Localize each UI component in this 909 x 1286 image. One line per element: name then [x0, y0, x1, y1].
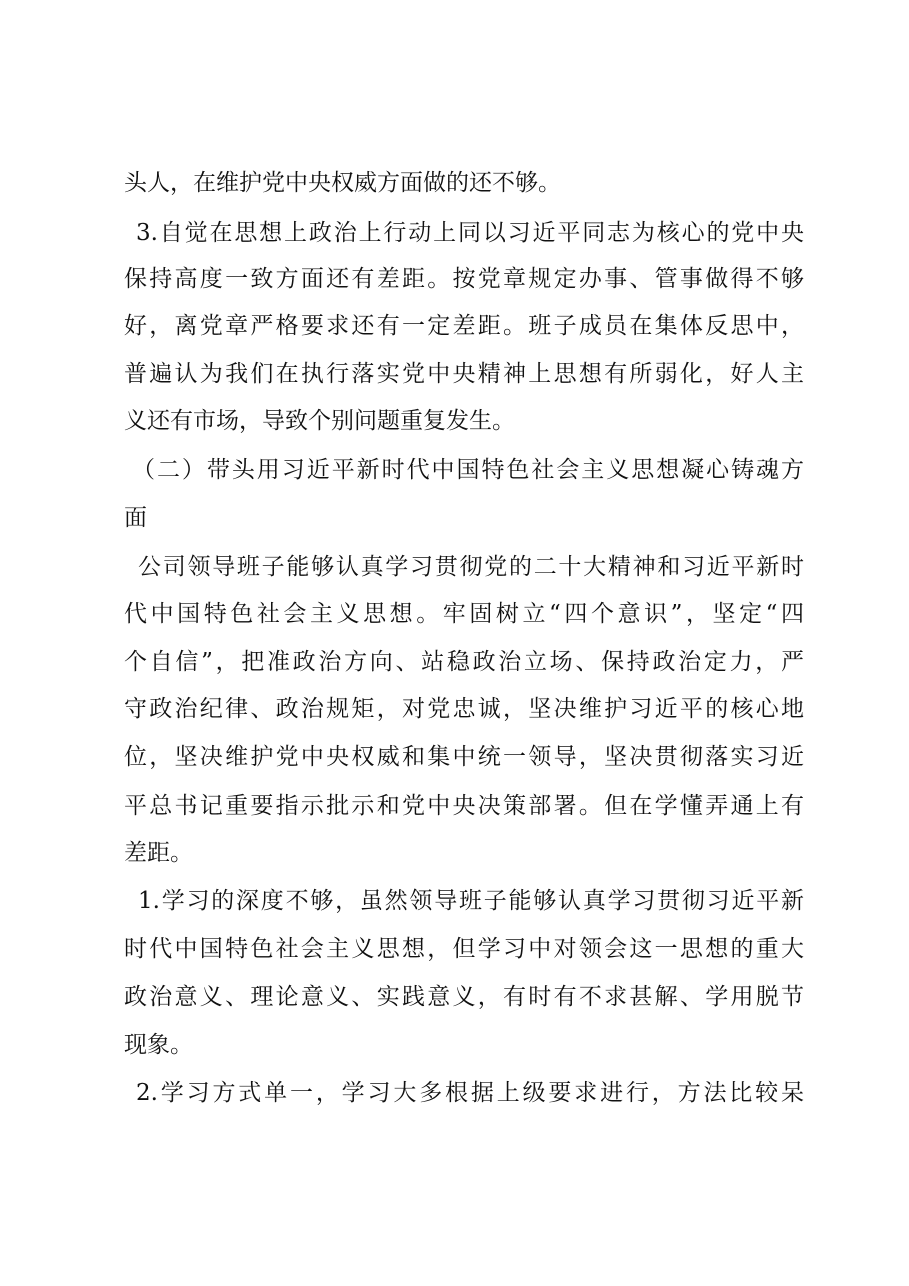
text-line: 时代中国特色社会主义思想，但学习中对领会这一思想的重大 [124, 936, 804, 962]
text-line: 现象。 [124, 1032, 193, 1058]
section-heading: （二）带头用习近平新时代中国特色社会主义思想凝心铸魂方 [132, 457, 804, 483]
text-line: 义还有市场，导致个别问题重复发生。 [124, 408, 515, 434]
text-line: 守政治纪律、政治规矩，对党忠诚，坚决维护习近平的核心地 [124, 696, 804, 722]
text-line: 1.学习的深度不够，虽然领导班子能够认真学习贯彻习近平新 [138, 888, 804, 914]
text-line: 3.自觉在思想上政治上行动上同以习近平同志为核心的党中央 [136, 220, 804, 246]
text-line: 代中国特色社会主义思想。牢固树立“四个意识”，坚定“四 [124, 601, 804, 627]
text-line: 2.学习方式单一，学习大多根据上级要求进行，方法比较呆 [136, 1080, 804, 1106]
section-heading: 面 [124, 505, 147, 531]
text-line: 头人，在维护党中央权威方面做的还不够。 [124, 170, 561, 196]
text-line: 好，离党章严格要求还有一定差距。班子成员在集体反思中， [124, 313, 804, 339]
text-line: 位，坚决维护党中央权威和集中统一领导，坚决贯彻落实习近 [124, 744, 804, 770]
text-line: 普遍认为我们在执行落实党中央精神上思想有所弱化，好人主 [124, 361, 804, 387]
text-line: 差距。 [124, 840, 193, 866]
text-line: 保持高度一致方面还有差距。按党章规定办事、管事做得不够 [124, 266, 804, 292]
text-line: 政治意义、理论意义、实践意义，有时有不求甚解、学用脱节 [124, 984, 804, 1010]
text-line: 公司领导班子能够认真学习贯彻党的二十大精神和习近平新时 [138, 554, 804, 580]
text-line: 平总书记重要指示批示和党中央决策部署。但在学懂弄通上有 [124, 793, 804, 819]
text-line: 个自信”，把准政治方向、站稳政治立场、保持政治定力，严 [124, 649, 804, 675]
